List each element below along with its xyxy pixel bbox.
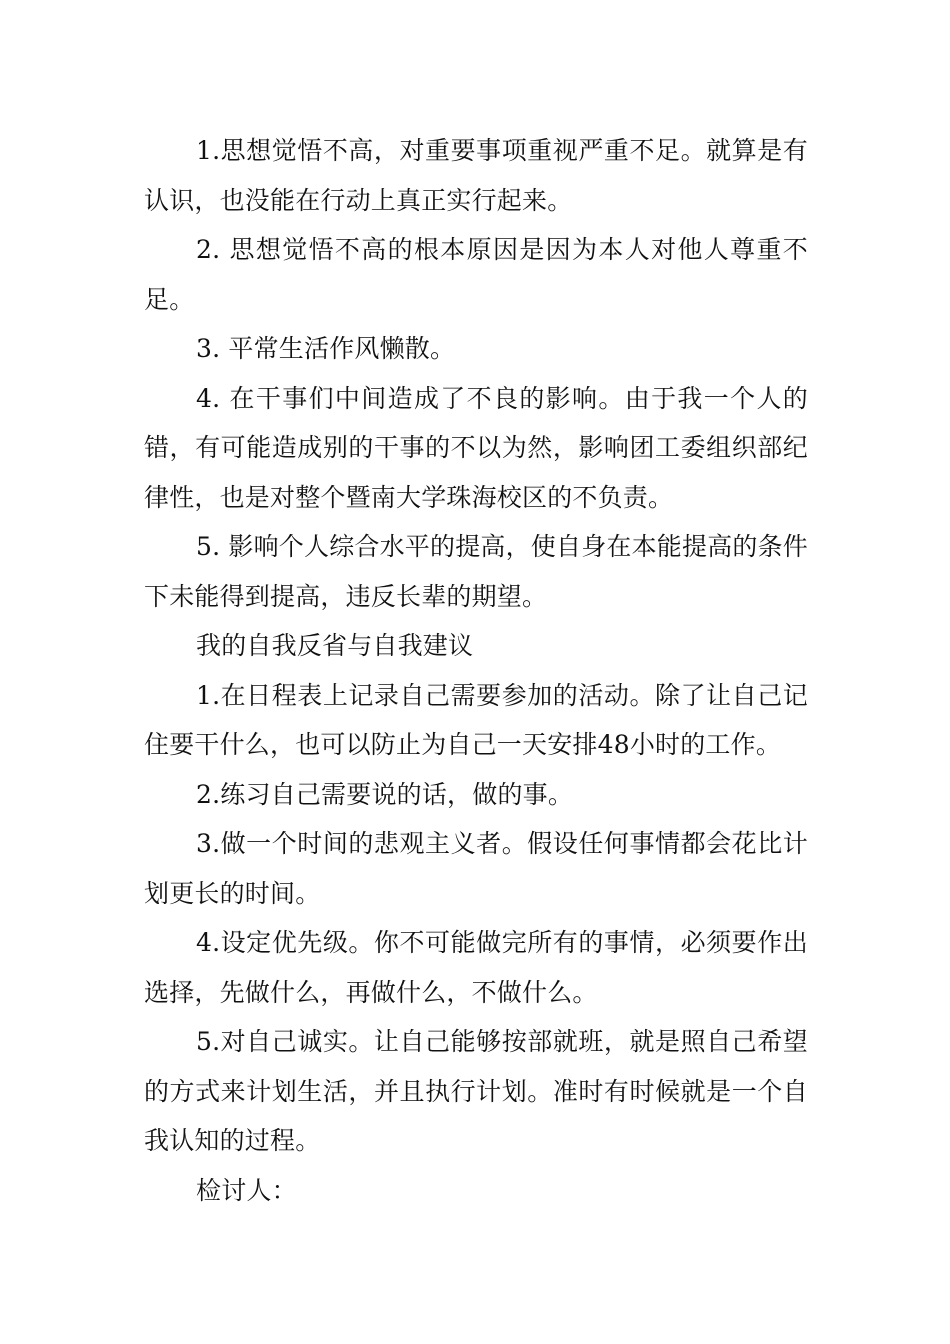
paragraph-5: 5. 影响个人综合水平的提高，使自身在本能提高的条件下未能得到提高，违反长辈的期望。 — [144, 532, 809, 611]
suggestion-5: 5.对自己诚实。让自己能够按部就班，就是照自己希望的方式来计划生活，并且执行计划。准时有时候就是一个自我认知的过程。 — [144, 1027, 808, 1155]
suggestion-1: 1.在日程表上记录自己需要参加的活动。除了让自己记住要干什么，也可以防止为自己一天安排48小时的工作。 — [144, 680, 808, 759]
section-heading: 我的自我反省与自我建议 — [196, 631, 474, 660]
signature-line: 检讨人： — [196, 1175, 297, 1205]
suggestion-4: 4.设定优先级。你不可能做完所有的事情，必须要作出选择，先做什么，再做什么，不做什么。 — [144, 928, 808, 1007]
paragraph-1: 1.思想觉悟不高，对重要事项重视严重不足。就算是有认识，也没能在行动上真正实行起来。 — [144, 136, 808, 215]
paragraph-2: 2. 思想觉悟不高的根本原因是因为本人对他人尊重不足。 — [144, 235, 808, 314]
document-body — [144, 126, 808, 1215]
paragraph-4: 4. 在干事们中间造成了不良的影响。由于我一个人的错，有可能造成别的干事的不以为然，影响团工委组织部纪律性，也是对整个暨南大学珠海校区的不负责。 — [144, 383, 808, 512]
suggestion-2: 2.练习自己需要说的话，做的事。 — [196, 779, 574, 809]
paragraph-3: 3. 平常生活作风懒散。 — [196, 334, 456, 363]
suggestion-3: 3.做一个时间的悲观主义者。假设任何事情都会花比计划更长的时间。 — [144, 829, 808, 908]
